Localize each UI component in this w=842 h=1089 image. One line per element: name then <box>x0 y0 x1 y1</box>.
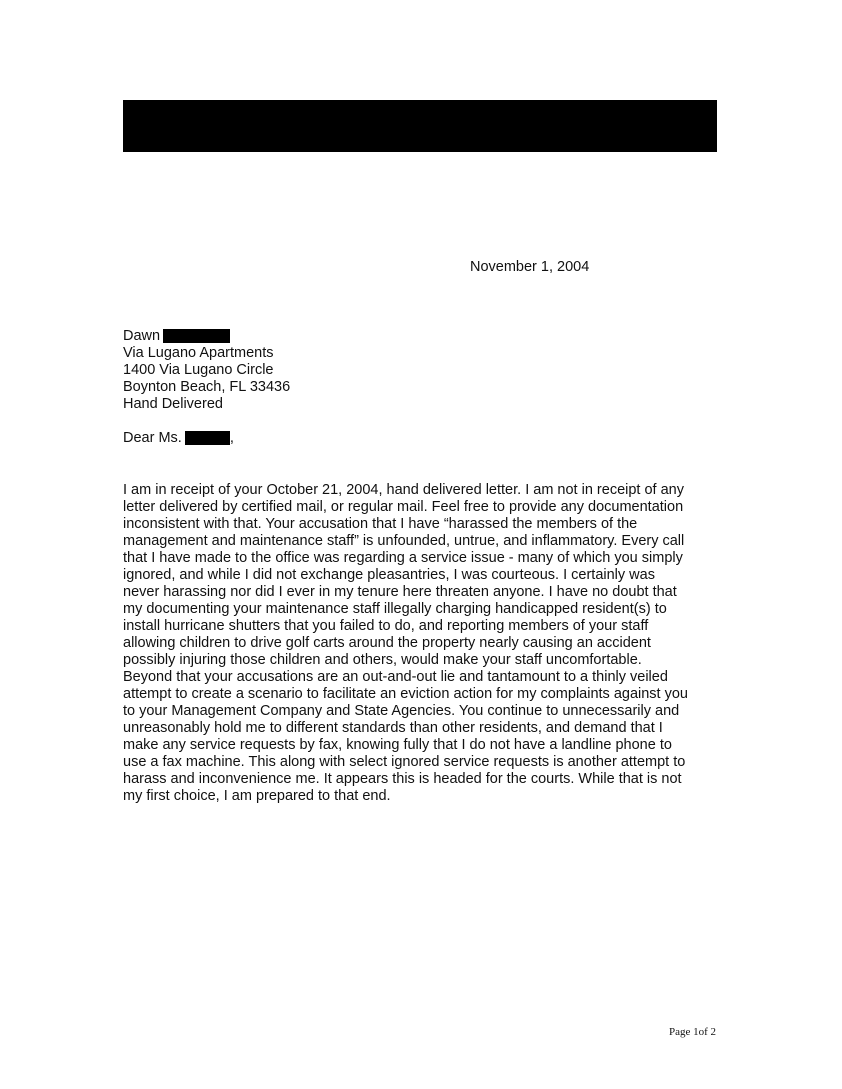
body-line: ignored, and while I did not exchange pleasantries, I was courteous. I certainly was <box>123 567 655 583</box>
salutation <box>123 430 234 447</box>
body-line: letter delivered by certified mail, or regular mail. Feel free to provide any documentation <box>123 499 684 515</box>
page-number: Page 1of 2 <box>669 1026 717 1038</box>
body-line: possibly injuring those children and others, would make your staff uncomfortable. <box>123 652 642 668</box>
redacted-letterhead <box>123 100 717 152</box>
address-line-complex: Via Lugano Apartments <box>123 345 274 361</box>
letter-date: November 1, 2004 <box>470 259 590 275</box>
redacted-salutation-name <box>185 431 230 445</box>
recipient-address <box>123 328 290 413</box>
body-line: to your Management Company and State Agencies. You continue to unnecessarily and <box>123 703 680 719</box>
body-line: Beyond that your accusations are an out-and-out lie and tantamount to a thinly veiled <box>123 669 668 685</box>
recipient-name-line <box>123 328 290 345</box>
body-line: I am in receipt of your October 21, 2004, hand delivered letter. I am not in receipt of any <box>123 482 684 498</box>
body-line: install hurricane shutters that you failed to do, and reporting members of your staff <box>123 618 649 634</box>
body-line: that I have made to the office was regarding a service issue - many of which you simply <box>123 550 683 566</box>
body-line: inconsistent with that. Your accusation that I have “harassed the members of the <box>123 516 638 532</box>
body-line: attempt to create a scenario to facilitate an eviction action for my complaints against you <box>123 686 688 702</box>
address-line-city: Boynton Beach, FL 33436 <box>123 379 291 395</box>
address-line-street: 1400 Via Lugano Circle <box>123 362 274 378</box>
body-line: my first choice, I am prepared to that end. <box>123 788 391 804</box>
address-line-delivery: Hand Delivered <box>123 396 223 412</box>
salutation-prefix: Dear Ms. <box>123 430 182 446</box>
body-line: my documenting your maintenance staff illegally charging handicapped resident(s) to <box>123 601 667 617</box>
redacted-surname <box>163 329 230 343</box>
body-line: use a fax machine. This along with select ignored service requests is another attempt to <box>123 754 686 770</box>
body-line: allowing children to drive golf carts around the property nearly causing an accident <box>123 635 651 651</box>
recipient-first-name: Dawn <box>123 328 161 344</box>
body-line: harass and inconvenience me. It appears this is headed for the courts. While that is not <box>123 771 682 787</box>
body-line: management and maintenance staff” is unfounded, untrue, and inflammatory. Every call <box>123 533 685 549</box>
body-line: unreasonably hold me to different standards than other residents, and demand that I <box>123 720 663 736</box>
body-line: never harassing nor did I ever in my tenure here threaten anyone. I have no doubt that <box>123 584 677 600</box>
body-line: make any service requests by fax, knowing fully that I do not have a landline phone to <box>123 737 672 753</box>
letter-body <box>123 482 723 805</box>
salutation-suffix: , <box>229 430 234 446</box>
